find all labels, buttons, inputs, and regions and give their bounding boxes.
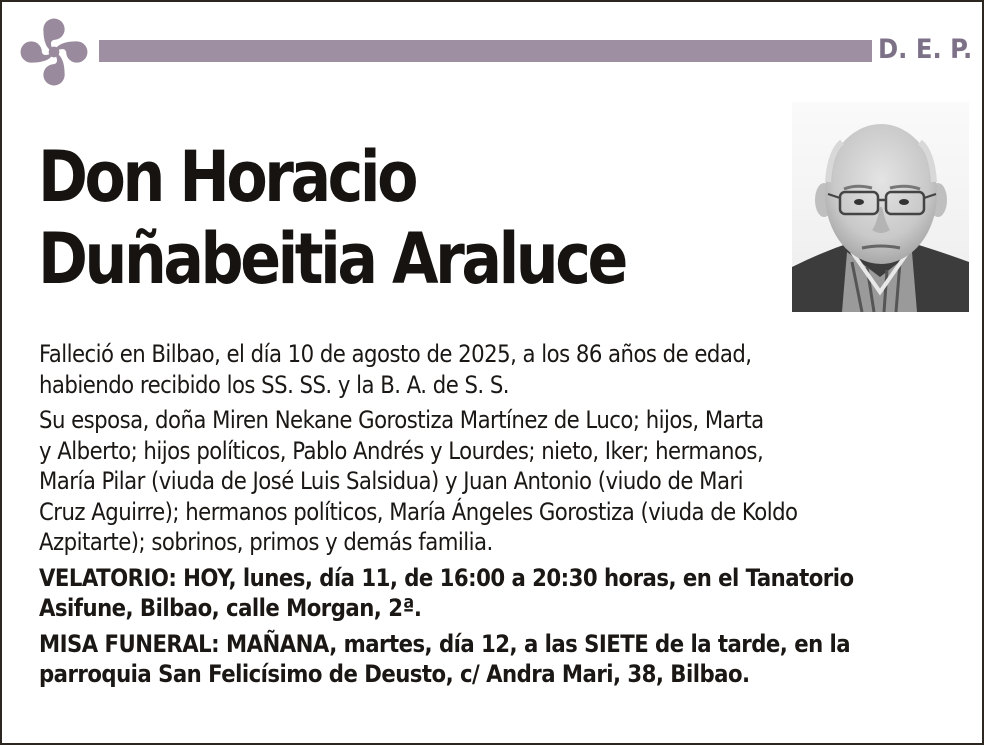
- family-line: Su esposa, doña Miren Nekane Gorostiza Martínez de Luco; hijos, Marta: [39, 406, 764, 434]
- death-notice-line: habiendo recibido los SS. SS. y la B. A. de S. S.: [39, 370, 510, 399]
- family-line: María Pilar (viuda de José Luis Salsidua) y Juan Antonio (viudo de Mari: [39, 467, 744, 495]
- portrait-photo: [792, 102, 969, 312]
- family-paragraph: [39, 405, 871, 558]
- misa-funeral-paragraph: [39, 629, 871, 690]
- velatorio-line: Asifune, Bilbao, calle Morgan, 2ª.: [39, 594, 422, 622]
- deceased-name: [38, 136, 625, 300]
- velatorio-paragraph: [39, 563, 871, 624]
- lauburu-icon: [16, 14, 92, 90]
- misa-funeral-line: MISA FUNERAL: MAÑANA, martes, día 12, a las SIETE de la tarde, en la: [39, 629, 851, 658]
- family-line: Azpitarte); sobrinos, primos y demás familia.: [39, 528, 493, 556]
- death-notice-line: Falleció en Bilbao, el día 10 de agosto de 2025, a los 86 años de edad,: [39, 340, 752, 368]
- velatorio-line: VELATORIO: HOY, lunes, día 11, de 16:00 a 20:30 horas, en el Tanatorio: [39, 563, 854, 592]
- portrait-illustration: [792, 102, 969, 312]
- header-divider-bar: [99, 40, 872, 62]
- deceased-name-line2: Duñabeitia Araluce: [38, 218, 625, 300]
- misa-funeral-line: parroquia San Felicísimo de Deusto, c/ Andra Mari, 38, Bilbao.: [39, 660, 750, 688]
- deceased-name-line1: Don Horacio: [38, 136, 416, 218]
- death-notice-paragraph: [39, 339, 871, 400]
- dep-label: D. E. P.: [878, 34, 973, 65]
- obituary-body: [39, 339, 871, 695]
- family-line: Cruz Aguirre); hermanos políticos, María Ángeles Gorostiza (viuda de Koldo: [39, 497, 798, 526]
- family-line: y Alberto; hijos políticos, Pablo Andrés y Lourdes; nieto, Iker; hermanos,: [39, 436, 764, 465]
